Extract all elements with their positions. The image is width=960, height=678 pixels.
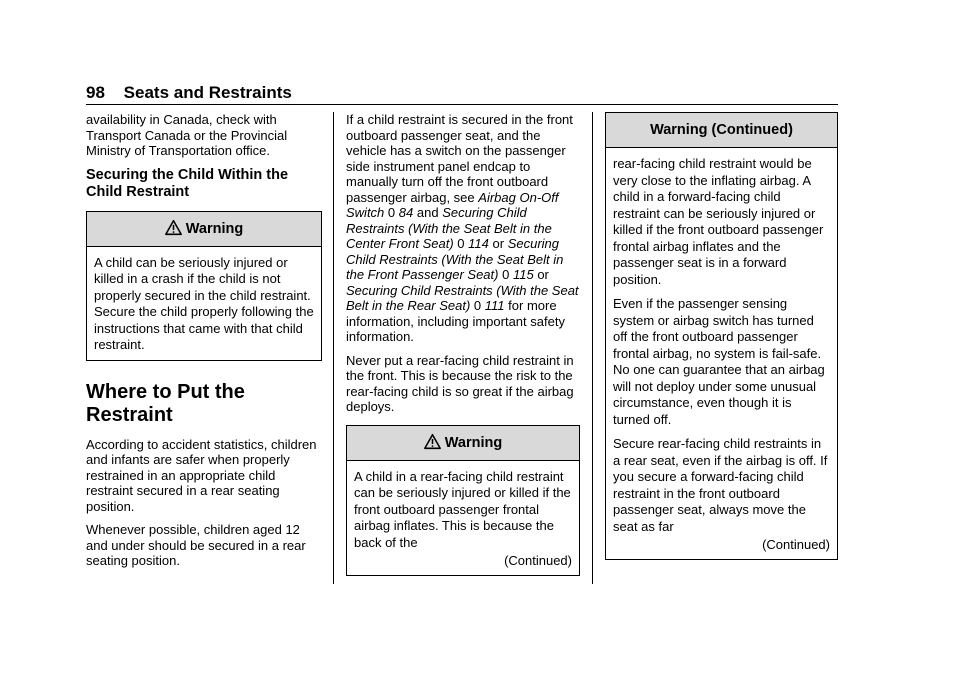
section-title: Seats and Restraints bbox=[123, 83, 292, 102]
warning-body: Even if the passenger sensing system or airbag switch has turned off the front outboard passenger frontal airbag, no system is fail-safe. No one can guarantee that an airbag will not deploy under some unusual circumstance, even though it is turned off. bbox=[613, 296, 825, 427]
page-ref-arrow: 0 bbox=[473, 298, 482, 313]
warning-box-1 bbox=[86, 211, 322, 361]
warning-triangle-icon bbox=[424, 426, 441, 460]
page-ref[interactable]: 84 bbox=[398, 205, 414, 220]
warning-body: A child can be seriously injured or killed in a crash if the child is not properly secured in the child restraint. Secure the child properly following the instructions that came with that child restraint. bbox=[94, 254, 314, 352]
continued-label: (Continued) bbox=[504, 553, 572, 568]
column-divider-1 bbox=[333, 112, 334, 584]
paragraph-tail: for more information, including important safety information. bbox=[346, 298, 565, 344]
page-number: 98 bbox=[86, 83, 105, 102]
page-ref[interactable]: 114 bbox=[468, 236, 489, 251]
page-ref-arrow: 0 bbox=[457, 236, 465, 251]
intro-paragraph: availability in Canada, check with Transport Canada or the Provincial Ministry of Transportation office. bbox=[86, 112, 288, 158]
warning-body: A child in a rear-facing child restraint can be seriously injured or killed if the front outboard passenger frontal airbag inflates. This is because the back of the bbox=[354, 468, 571, 550]
warning-box-3 bbox=[605, 112, 838, 560]
paragraph: Whenever possible, children aged 12 and under should be secured in a rear seating position. bbox=[86, 522, 306, 568]
warning-title bbox=[347, 426, 579, 461]
column-1 bbox=[86, 112, 322, 577]
warning-title: Warning (Continued) bbox=[606, 113, 837, 148]
paragraph-lead: If a child restraint is secured in the front outboard passenger seat, and the vehicle has a switch on the passenger side instrument panel endcap to manually turn off the front outboard passenger airbag, see bbox=[346, 112, 573, 205]
cross-reference-link[interactable]: Securing Child Restraints (With the Seat Belt in the Front Passenger Seat) bbox=[346, 236, 564, 282]
warning-box-2 bbox=[346, 425, 580, 577]
paragraph bbox=[346, 112, 580, 345]
warning-title bbox=[87, 212, 321, 247]
warning-title-text: Warning bbox=[185, 220, 244, 237]
page-header bbox=[86, 83, 292, 103]
page-ref-arrow: 0 bbox=[502, 267, 510, 282]
header-rule bbox=[86, 104, 838, 105]
conjunction: or bbox=[492, 236, 505, 251]
continued-label: (Continued) bbox=[762, 537, 830, 552]
conjunction: or bbox=[537, 267, 549, 282]
warning-triangle-icon bbox=[165, 212, 182, 246]
column-3 bbox=[605, 112, 838, 560]
paragraph: Never put a rear-facing child restraint in the front. This is because the risk to the rear-facing child is so great if the airbag deploys. bbox=[346, 352, 574, 414]
warning-body: rear-facing child restraint would be very close to the inflating airbag. A child in a forward-facing child restraint can be seriously injured or killed if the front outboard passenger frontal airbag inflates and the passenger seat is in a forward position. bbox=[613, 156, 824, 287]
conjunction: and bbox=[416, 205, 439, 220]
section-heading: Where to Put the Restraint bbox=[86, 380, 245, 426]
page-ref[interactable]: 111 bbox=[484, 298, 505, 313]
page-ref[interactable]: 115 bbox=[512, 267, 534, 282]
page-ref-arrow: 0 bbox=[387, 205, 396, 220]
cross-reference-link[interactable]: Airbag On-Off Switch bbox=[346, 189, 559, 220]
column-2 bbox=[346, 112, 580, 576]
column-divider-2 bbox=[592, 112, 593, 584]
cross-reference-link[interactable]: Securing Child Restraints (With the Seat Belt in the Center Front Seat) bbox=[346, 205, 552, 251]
paragraph: According to accident statistics, children and infants are safer when properly restrained in an appropriate child restraint secured in a rear seating position. bbox=[86, 436, 317, 514]
warning-body: Secure rear-facing child restraints in a rear seat, even if the airbag is off. If you secure a forward-facing child restraint in the front outboard passenger seat, always move the seat as far bbox=[613, 436, 828, 534]
subheading: Securing the Child Within the Child Restraint bbox=[86, 166, 289, 200]
cross-reference-link[interactable]: Securing Child Restraints (With the Seat Belt in the Rear Seat) bbox=[346, 282, 579, 313]
warning-title-text: Warning bbox=[444, 434, 503, 451]
